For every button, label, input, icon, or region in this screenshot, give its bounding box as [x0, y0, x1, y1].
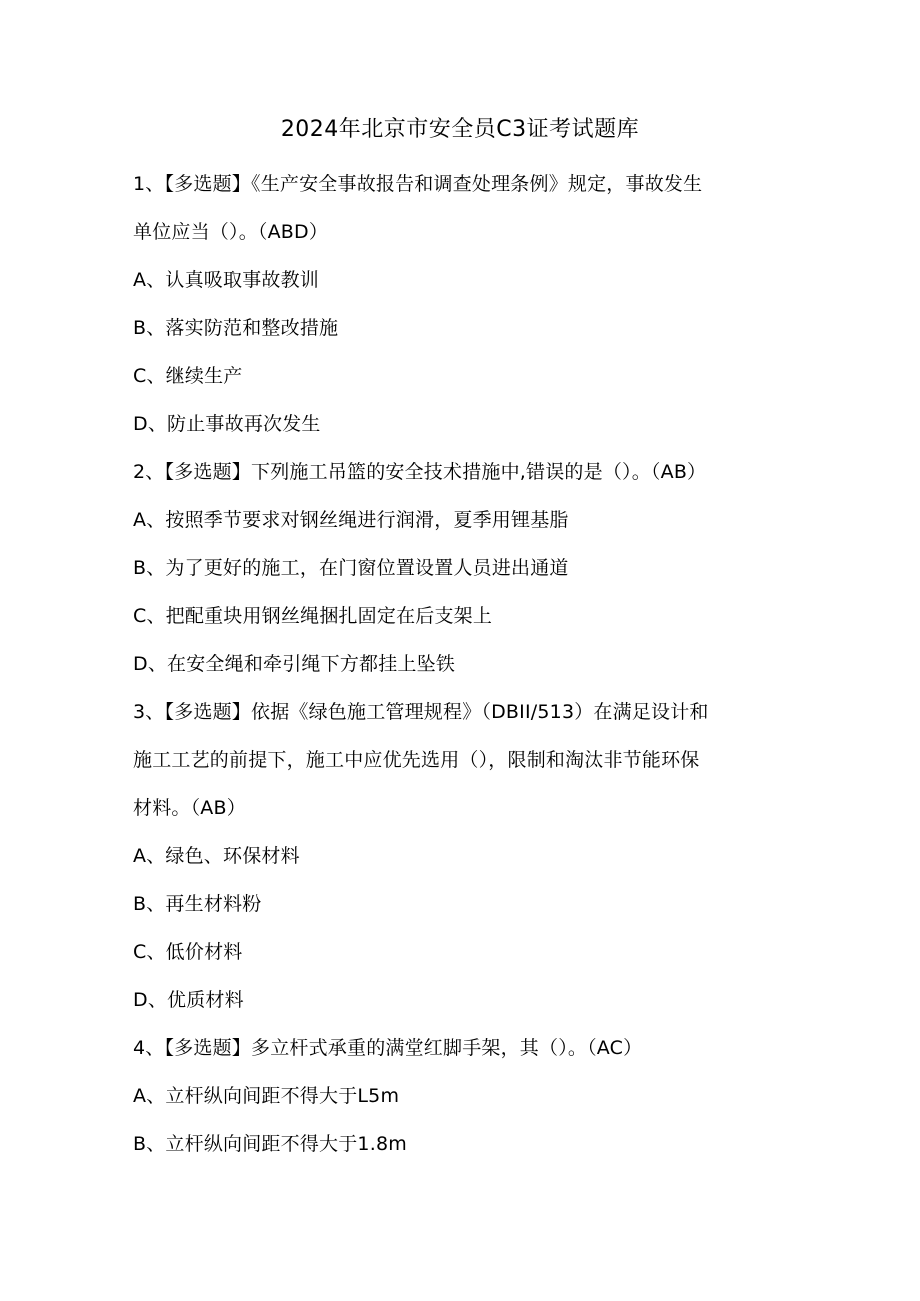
- answer-option: A、绿色、环保材料: [133, 845, 300, 867]
- answer-option: B、落实防范和整改措施: [133, 317, 339, 339]
- question-text-line: 单位应当（）。（ABD）: [133, 221, 329, 243]
- answer-option: C、低价材料: [133, 941, 243, 963]
- answer-option: D、优质材料: [133, 989, 244, 1011]
- answer-option: A、按照季节要求对钢丝绳进行润滑，夏季用锂基脂: [133, 509, 569, 531]
- question-text-line: 3、【多选题】依据《绿色施工管理规程》（DBII/513）在满足设计和: [133, 701, 709, 723]
- answer-option: C、继续生产: [133, 365, 243, 387]
- question-text-line: 施工工艺的前提下，施工中应优先选用（），限制和淘汰非节能环保: [133, 749, 700, 771]
- question-4: [133, 1024, 803, 1168]
- question-list: [133, 160, 803, 1168]
- answer-option: C、把配重块用钢丝绳捆扎固定在后支架上: [133, 605, 493, 627]
- question-3: [133, 688, 803, 1024]
- question-text-line: 1、【多选题】《生产安全事故报告和调查处理条例》规定，事故发生: [133, 173, 703, 195]
- answer-option: A、立杆纵向间距不得大于L5m: [133, 1085, 400, 1107]
- answer-option: B、再生材料粉: [133, 893, 262, 915]
- question-text-line: 2、【多选题】下列施工吊篮的安全技术措施中,错误的是（）。（AB）: [133, 461, 707, 483]
- answer-option: D、在安全绳和牵引绳下方都挂上坠铁: [133, 653, 456, 675]
- question-text-line: 4、【多选题】多立杆式承重的满堂红脚手架，其（）。（AC）: [133, 1037, 643, 1059]
- question-1: [133, 160, 803, 448]
- question-2: [133, 448, 803, 688]
- document-title: 2024年北京市安全员C3证考试题库: [280, 117, 640, 142]
- question-text-line: 材料。（AB）: [133, 797, 246, 819]
- answer-option: B、立杆纵向间距不得大于1.8m: [133, 1133, 407, 1155]
- answer-option: B、为了更好的施工，在门窗位置设置人员进出通道: [133, 557, 569, 579]
- answer-option: A、认真吸取事故教训: [133, 269, 319, 291]
- answer-option: D、防止事故再次发生: [133, 413, 321, 435]
